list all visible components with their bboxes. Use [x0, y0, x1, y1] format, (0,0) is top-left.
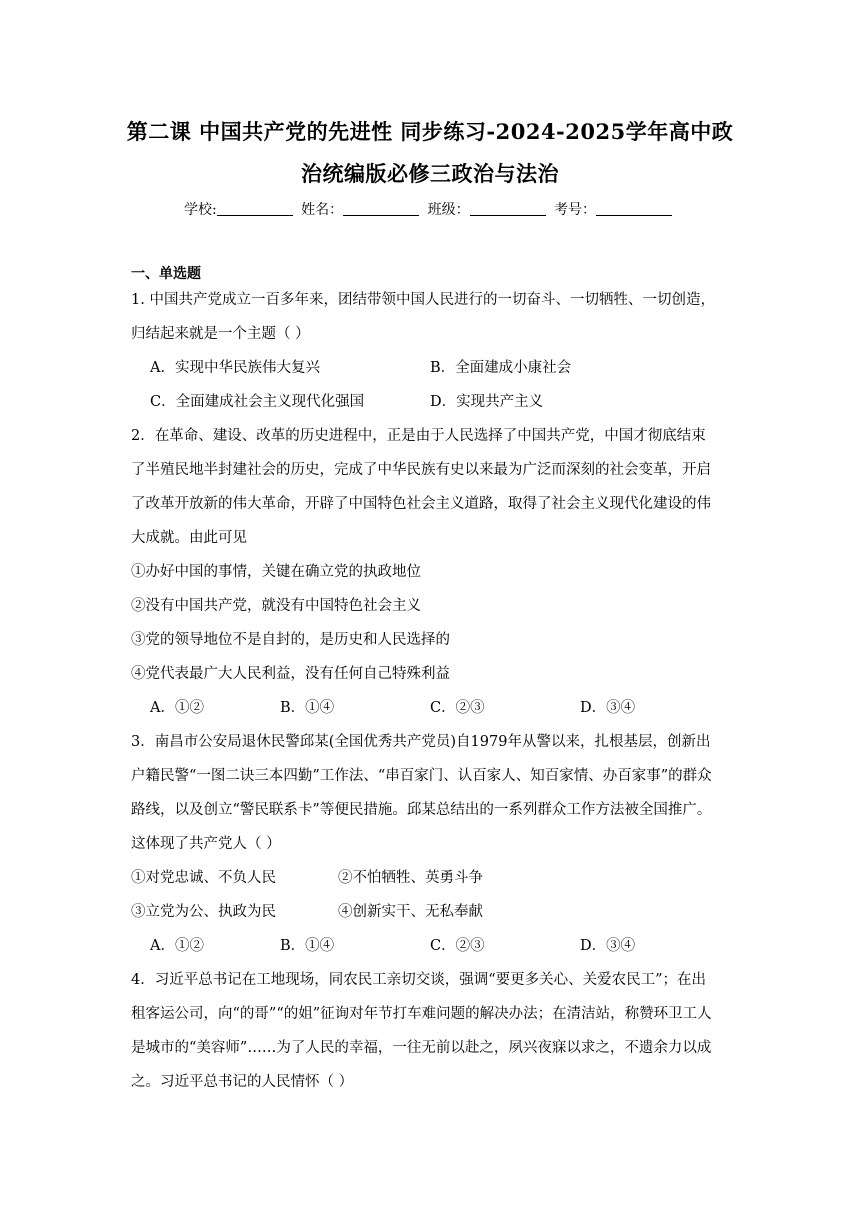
q3-text-line: 这体现了共产党人（ ） — [131, 836, 281, 852]
name-label: 姓名： — [301, 202, 344, 218]
class-blank[interactable] — [470, 201, 546, 216]
q3-statement: ③立党为公、执政为民 — [131, 904, 276, 920]
q1-option-b[interactable]: B．全面建成小康社会 — [430, 360, 572, 376]
exam-number-blank[interactable] — [596, 201, 672, 216]
q2-text-line: 大成就。由此可见 — [131, 530, 247, 546]
q3-statement: ④创新实干、无私奉献 — [338, 904, 483, 920]
class-label: 班级： — [427, 202, 470, 218]
q3-option-b[interactable]: B．①④ — [280, 938, 335, 954]
q3-option-c[interactable]: C．②③ — [430, 938, 485, 954]
q4-text-line: 4．习近平总书记在工地现场，同农民工亲切交谈，强调“要更多关心、关爱农民工”；在出 — [131, 972, 707, 988]
q3-option-d[interactable]: D．③④ — [580, 938, 636, 954]
student-info-row — [100, 199, 760, 219]
q3-option-a[interactable]: A．①② — [150, 938, 204, 954]
name-blank[interactable] — [343, 201, 419, 216]
q3-statement: ①对党忠诚、不负人民 — [131, 870, 276, 886]
q4-text-line: 之。习近平总书记的人民情怀（ ） — [131, 1074, 354, 1090]
q3-text-line: 3．南昌市公安局退休民警邱某(全国优秀共产党员)自1979年从警以来，扎根基层，创新出 — [131, 734, 711, 750]
document-title-line-2: 治统编版必修三政治与法治 — [301, 161, 559, 186]
exam-number-label: 考号： — [554, 202, 597, 218]
q2-option-c[interactable]: C．②③ — [430, 700, 485, 716]
q2-text-line: 2．在革命、建设、改革的历史进程中，正是由于人民选择了中国共产党，中国才彻底结束 — [131, 428, 706, 444]
document-title-line-1: 第二课 中国共产党的先进性 同步练习-2024-2025学年高中政 — [126, 119, 734, 144]
q2-statement: ②没有中国共产党，就没有中国特色社会主义 — [131, 598, 421, 614]
q2-text-line: 了半殖民地半封建社会的历史，完成了中华民族有史以来最为广泛而深刻的社会变革，开启 — [131, 462, 711, 478]
q2-option-d[interactable]: D．③④ — [580, 700, 636, 716]
q2-statement: ③党的领导地位不是自封的，是历史和人民选择的 — [131, 632, 450, 648]
q2-option-b[interactable]: B．①④ — [280, 700, 335, 716]
q2-option-a[interactable]: A．①② — [150, 700, 204, 716]
q4-text-line: 租客运公司，向“的哥”“的姐”征询对年节打车难问题的解决办法；在清洁站，称赞环卫工人 — [131, 1006, 712, 1022]
q1-option-c[interactable]: C．全面建成社会主义现代化强国 — [150, 394, 365, 410]
q2-statement: ①办好中国的事情，关键在确立党的执政地位 — [131, 564, 421, 580]
school-label: 学校: — [183, 202, 217, 218]
q3-text-line: 路线，以及创立“警民联系卡”等便民措施。邱某总结出的一系列群众工作方法被全国推广。 — [131, 802, 712, 818]
q2-statement: ④党代表最广大人民利益，没有任何自己特殊利益 — [131, 666, 450, 682]
q1-text-line: 1. 中国共产党成立一百多年来，团结带领中国人民进行的一切奋斗、一切牺牲、一切创造， — [131, 292, 715, 308]
q2-text-line: 了改革开放新的伟大革命，开辟了中国特色社会主义道路，取得了社会主义现代化建设的伟 — [131, 496, 711, 512]
q1-text-line: 归结起来就是一个主题（ ） — [131, 326, 310, 342]
q1-option-d[interactable]: D．实现共产主义 — [430, 394, 544, 410]
q3-text-line: 户籍民警“一图二诀三本四勤”工作法、“串百家门、认百家人、知百家情、办百家事”的群众 — [131, 768, 712, 784]
section-heading: 一、单选题 — [131, 266, 201, 282]
q4-text-line: 是城市的“美容师”……为了人民的幸福，一往无前以赴之，夙兴夜寐以求之，不遗余力以成 — [131, 1040, 712, 1056]
school-blank[interactable] — [217, 201, 293, 216]
q1-option-a[interactable]: A．实现中华民族伟大复兴 — [150, 360, 320, 376]
q3-statement: ②不怕牺牲、英勇斗争 — [338, 870, 483, 886]
